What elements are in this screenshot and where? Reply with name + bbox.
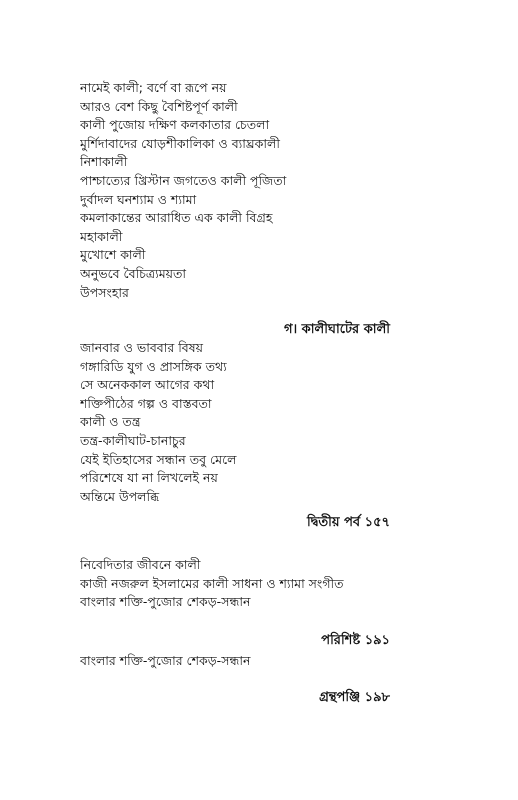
contents-item: কমলাকান্তের আরাধিত এক কালী বিগ্রহ	[80, 210, 273, 226]
contents-item: কাজী নজরুল ইসলামের কালী সাধনা ও শ্যামা সংগীত	[80, 575, 344, 591]
contents-item: অনুভবে বৈচিত্র্যময়তা	[80, 265, 187, 281]
contents-item: গঙ্গারিডি যুগ ও প্রাসঙ্গিক তথ্য	[80, 358, 227, 374]
contents-item: তন্ত্র-কালীঘাট-চানাচুর	[80, 432, 186, 448]
contents-item: বাংলার শক্তি-পুজোর শেকড়-সন্ধান	[80, 594, 251, 610]
contents-item: অন্তিমে উপলব্ধি	[80, 488, 160, 504]
contents-item: দুর্বাদল ঘনশ্যাম ও শ্যামা	[80, 191, 197, 207]
contents-item: নামেই কালী; বর্ণে বা রূপে নয়	[80, 80, 227, 95]
contents-item: মুখোশে কালী	[80, 247, 146, 263]
contents-item: জানবার ও ভাববার বিষয়	[80, 340, 203, 355]
contents-item: শক্তিপীঠের গল্প ও বাস্তবতা	[80, 395, 212, 411]
contents-item: কালী পুজোয় দক্ষিণ কলকাতার চেতলা	[80, 117, 270, 133]
section-heading-appendix: পরিশিষ্ট ১৯১	[321, 633, 390, 648]
contents-item: নিবেদিতার জীবনে কালী	[80, 557, 201, 572]
contents-item: পরিশেষে যা না লিখলেই নয়	[80, 470, 218, 486]
contents-section-1	[80, 79, 440, 302]
contents-item: উপসংহার	[80, 284, 129, 300]
contents-section-4	[80, 652, 440, 671]
contents-section-2	[80, 339, 440, 506]
section-heading-bibliography: গ্রন্থপঞ্জি ১৯৮	[319, 690, 390, 705]
contents-item: পাশ্চাত্যের খ্রিস্টান জগতেও কালী পূজিতা	[80, 172, 287, 188]
section-heading-second-part: দ্বিতীয় পর্ব ১৫৭	[306, 515, 390, 530]
contents-item: যেই ইতিহাসের সন্ধান তবু মেলে	[80, 451, 237, 467]
contents-item: মহাকালী	[80, 228, 123, 244]
section-heading-kalighat: গ। কালীঘাটের কালী	[283, 322, 390, 337]
contents-item: বাংলার শক্তি-পুজোর শেকড়-সন্ধান	[80, 653, 251, 668]
contents-section-3	[80, 556, 440, 612]
contents-item: সে অনেককাল আগের কথা	[80, 377, 215, 393]
contents-item: কালী ও তন্ত্র	[80, 414, 141, 430]
contents-item: আরও বেশ কিছু বৈশিষ্টপূর্ণ কালী	[80, 98, 238, 114]
contents-item: মুর্শিদাবাদের যোড়শীকালিকা ও ব্যাঘ্রকালী	[80, 135, 280, 151]
contents-item: নিশাকালী	[80, 154, 128, 170]
